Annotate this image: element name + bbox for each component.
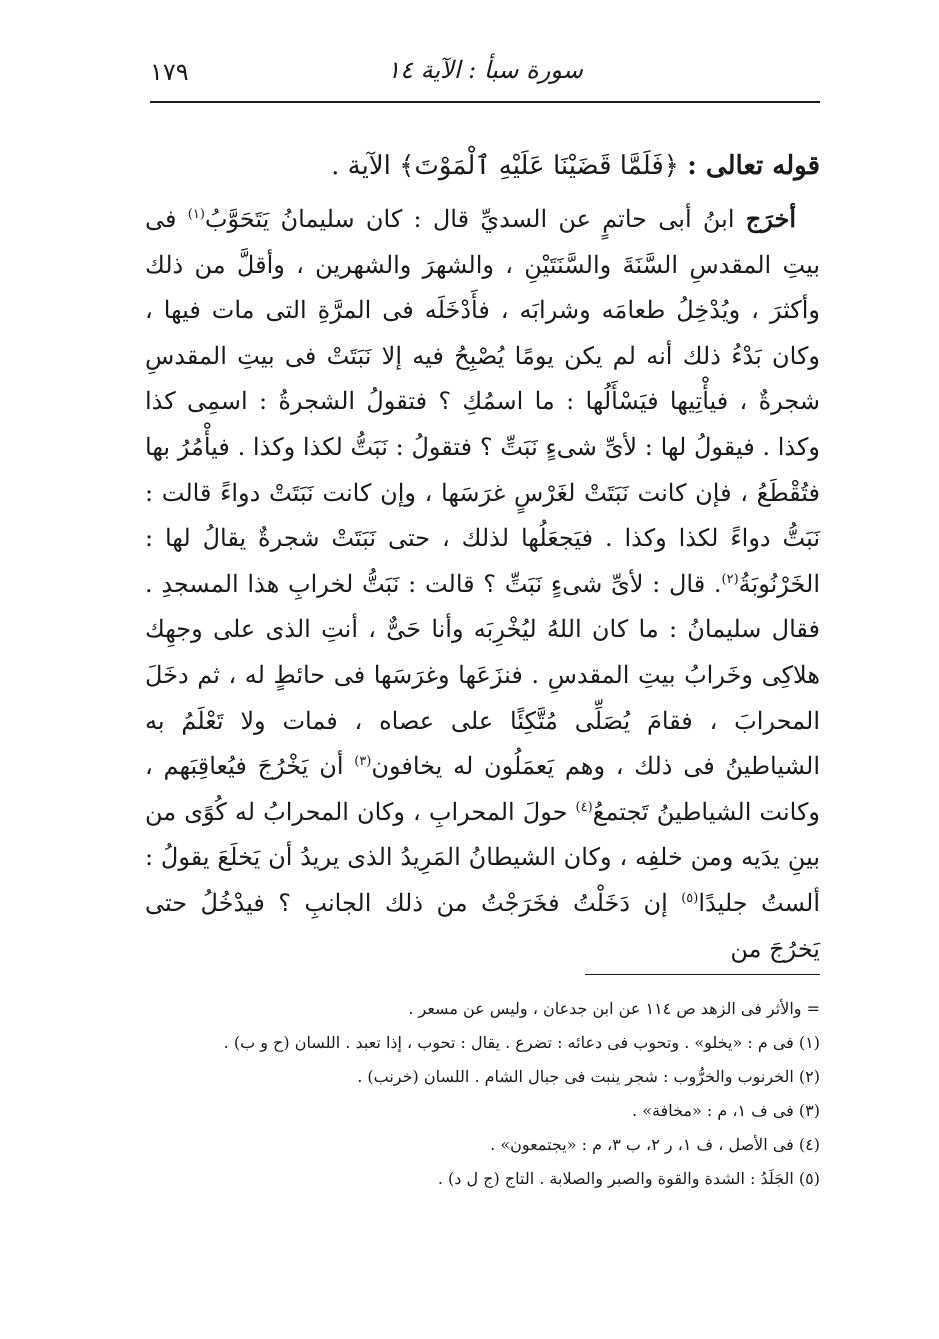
footnote-continuation: = والأثر فى الزهد ص ١١٤ عن ابن جدعان ، وليس عن مسعر . xyxy=(408,999,820,1018)
quran-verse: ﴿فَلَمَّا قَضَيْنَا عَلَيْهِ ٱلْمَوْتَ﴾ xyxy=(399,151,680,181)
footnote-3: (٣) فى ف ١، م : «مخافة» . xyxy=(632,1101,820,1120)
footnote-4: (٤) فى الأصل ، ف ١، ر ٢، ب ٣، م : «يجتمعون» . xyxy=(490,1135,820,1154)
heading-tail: الآية . xyxy=(331,151,391,181)
page-header xyxy=(150,52,820,98)
footnote-rule xyxy=(585,974,820,975)
main-text xyxy=(145,130,820,972)
footnote-5: (٥) الجَلَدُ : الشدة والقوة والصبر والصلابة . التاج (ج ل د) . xyxy=(437,1169,820,1188)
footnote-ref-3: (٣) xyxy=(354,754,372,770)
footnote-ref-4: (٤) xyxy=(575,799,593,815)
footnote-ref-1: (١) xyxy=(187,207,205,222)
header-rule xyxy=(150,101,820,103)
footnote-ref-5: (٥) xyxy=(681,890,699,906)
footnote-ref-2: (٢) xyxy=(721,571,739,587)
paragraph-segment: أن يَخْرُجَ فيُعاقِبَهم ، وكانت الشياطينُ تَجتمعُ xyxy=(145,752,820,826)
paragraph-segment: إن دَخَلْتُ فخَرَجْتُ من ذلك الجانبِ ؟ فيدْخُلُ حتى يَخرُجَ من xyxy=(145,888,820,963)
paragraph-segment: . قال : لأىِّ شىءٍ نَبَتِّ ؟ قالت : نَبَتُّ لخرابِ هذا المسجدِ . فقال سليمانُ : ما كان اللهُ ليُخْرِبَه وأنا حَىٌّ ، أنتِ الذى على وجهِك هلاكِى وخَرابُ بيتِ المقدسِ . فنزَعَها وغرَسَها فى حائطٍ له ، ثم دخَلَ المحرابَ ، فقامَ يُصَلِّى مُتَّكِئًا على عصاه ، فمات ولا تَعْلَمُ به الشياطينُ فى ذلك ، وهم يَعمَلُون له يخافون xyxy=(145,569,820,781)
paragraph-segment: فى بيتِ المقدسِ السَّنَةَ والسَّنَتَيْنِ ، والشهرَ والشهرين ، وأقلَّ من ذلك وأكثرَ ، ويُدْخِلُ طعامَه وشرابَه ، فأَدْخَلَه فى المرَّةِ التى مات فيها ، وكان بَدْءُ ذلك أنه لم يكن يومًا يُصْبِحُ فيه إلا نَبَتَتْ فى بيتِ المقدسِ شجرةٌ ، فيأْتِيها فيَسْأَلُها : ما اسمُكِ ؟ فتقولُ الشجرةُ : اسمِى كذا وكذا . فيقولُ لها : لأىِّ شىءٍ نَبَتِّ ؟ فتقولُ : نَبَتُّ لكذا وكذا . فيأْمُرُ بها فتُقْطَعُ ، فإن كانت نَبَتَتْ لغَرْسٍ غرَسَها ، وإن كانت نَبَتَتْ دواءً قالت : نَبَتُّ دواءً لكذا وكذا . فيَجعَلُها لذلك ، حتى نَبَتَتْ شجرةٌ يقالُ لها : الخَرْنُوبَةُ xyxy=(145,205,820,598)
verse-heading xyxy=(145,138,820,194)
footnotes xyxy=(145,992,820,1196)
narration-paragraph xyxy=(145,196,820,972)
footnote-2: (٢) الخرنوب والخرُّوب : شجر ينبت فى جبال الشام . اللسان (خرنب) . xyxy=(357,1067,820,1086)
footnote-1: (١) فى م : «يخلو» . وتحوب فى دعائه : تضرع . يقال : تحوب ، إذا تعبد . اللسان (ح و ب) . xyxy=(223,1033,820,1052)
paragraph-segment: حولَ المحرابِ ، وكان المحرابُ له كُوًى من بينِ يدَيه ومن خلفِه ، وكان الشيطانُ المَرِيدُ الذى يريدُ أن يَخلَعَ يقولُ : ألستُ جليدًا xyxy=(145,797,821,917)
page-number: ١٧٩ xyxy=(150,58,189,86)
paragraph-lead: أخرَج xyxy=(745,204,796,233)
heading-lead: قوله تعالى : xyxy=(687,151,820,181)
running-title: سورة سبأ : الآية ١٤ xyxy=(387,56,583,84)
paragraph-segment: ابنُ أبى حاتمٍ عن السديِّ قال : كان سليمانُ يَتَحَوَّبُ xyxy=(204,205,735,233)
